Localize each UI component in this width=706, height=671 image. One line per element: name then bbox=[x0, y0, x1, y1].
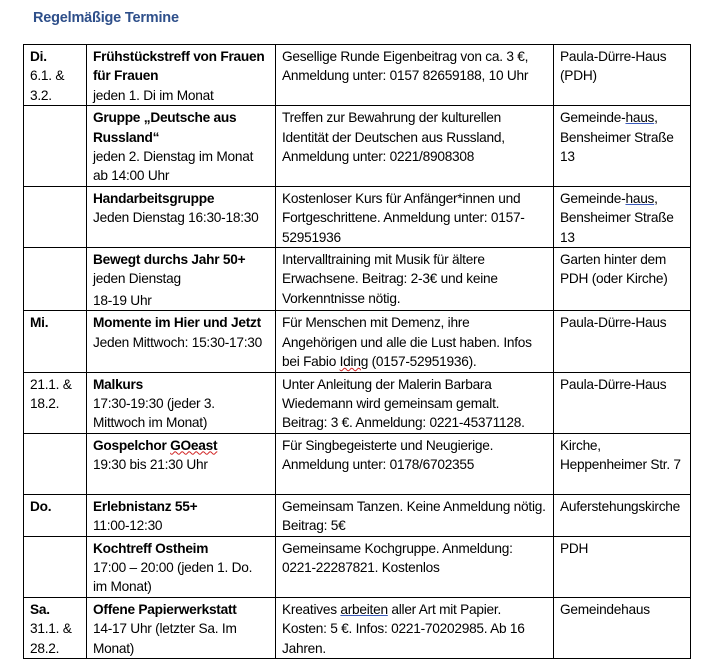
description-cell: Gesellige Runde Eigenbeitrag von ca. 3 €, Anmeldung unter: 0157 82659188, 10 Uhr bbox=[276, 45, 554, 106]
event-name: Frühstückstreff von Frauen für Frauen bbox=[93, 49, 265, 84]
event-name bbox=[93, 436, 269, 455]
day-label: Do. bbox=[30, 498, 52, 514]
date-line: 6.1. & bbox=[30, 68, 65, 84]
event-time: 14-17 Uhr (letzter Sa. Im Monat) bbox=[93, 621, 237, 656]
table-row bbox=[24, 494, 691, 536]
day-cell bbox=[24, 311, 87, 372]
event-name: Gruppe „Deutsche aus Russland“ bbox=[93, 110, 237, 145]
description-cell: Kostenloser Kurs für Anfänger*innen und Fortgeschrittene. Anmeldung unter: 0157-52951936 bbox=[276, 186, 554, 247]
event-name: Erlebnistanz 55+ bbox=[93, 498, 198, 514]
event-cell bbox=[87, 597, 276, 658]
location-cell bbox=[554, 106, 691, 187]
event-name: Momente im Hier und Jetzt bbox=[93, 315, 261, 331]
date-line: 21.1. & bbox=[30, 376, 72, 392]
day-cell bbox=[24, 248, 87, 311]
day-cell bbox=[24, 186, 87, 247]
location-cell: Gemeindehaus bbox=[554, 597, 691, 658]
table-row bbox=[24, 186, 691, 247]
day-cell bbox=[24, 106, 87, 187]
day-cell bbox=[24, 45, 87, 106]
table-row bbox=[24, 106, 691, 187]
table-row bbox=[24, 248, 691, 311]
event-time: 18-19 Uhr bbox=[93, 292, 152, 308]
day-cell bbox=[24, 494, 87, 536]
event-time: 17:30-19:30 (jeder 3. Mittwoch im Monat) bbox=[93, 395, 215, 431]
event-name: Bewegt durchs Jahr 50+ bbox=[93, 252, 246, 268]
day-cell bbox=[24, 536, 87, 597]
event-time: jeden 1. Di im Monat bbox=[93, 87, 214, 103]
event-time: 17:00 – 20:00 (jeden 1. Do. im Monat) bbox=[93, 559, 253, 595]
spelling-flagged-word: GOeast bbox=[170, 437, 218, 453]
grammar-flagged-word: arbeiten bbox=[340, 601, 388, 617]
table-row bbox=[24, 311, 691, 372]
event-time: 19:30 bis 21:30 Uhr bbox=[93, 457, 208, 473]
event-time: jeden 2. Dienstag im Monat ab 14:00 Uhr bbox=[93, 149, 254, 184]
description-text: Für Menschen mit Demenz, ihre Angehörigen und alle die Lust haben. Infos bei Fabio bbox=[282, 315, 532, 370]
event-cell bbox=[87, 186, 276, 247]
description-cell: Unter Anleitung der Malerin Barbara Wiedemann wird gemeinsam gemalt. Beitrag: 3 €. Anmeldung: 0221-45371128. bbox=[276, 372, 554, 433]
description-cell: Intervalltraining mit Musik für ältere Erwachsene. Beitrag: 2-3€ und keine Vorkenntnisse nötig. bbox=[276, 248, 554, 311]
event-time: Jeden Mittwoch: 15:30-17:30 bbox=[93, 334, 263, 350]
location-cell: Auferstehungskirche bbox=[554, 494, 691, 536]
day-label: Di. bbox=[30, 49, 47, 64]
table-row bbox=[24, 433, 691, 494]
event-time: Jeden Dienstag 16:30-18:30 bbox=[93, 210, 259, 226]
location-text: Gemeinde- bbox=[560, 190, 626, 206]
description-cell: Für Singbegeisterte und Neugierige. Anmeldung unter: 0178/6702355 bbox=[276, 433, 554, 494]
description-text: Kreatives bbox=[282, 601, 341, 617]
table-row bbox=[24, 372, 691, 433]
location-cell: Kirche, Heppenheimer Str. 7 bbox=[554, 433, 691, 494]
date-line: 31.1. & bbox=[30, 621, 72, 637]
event-cell bbox=[87, 311, 276, 372]
day-cell bbox=[24, 597, 87, 658]
grammar-flagged-word: haus bbox=[625, 190, 655, 206]
event-cell bbox=[87, 536, 276, 597]
location-cell bbox=[554, 186, 691, 247]
location-cell: Paula-Dürre-Haus bbox=[554, 372, 691, 433]
grammar-flagged-word: haus bbox=[625, 110, 655, 126]
event-cell bbox=[87, 248, 276, 311]
page-title: Regelmäßige Termine bbox=[33, 10, 179, 26]
event-time: 11:00-12:30 bbox=[93, 518, 163, 534]
event-name: Kochtreff Ostheim bbox=[93, 540, 209, 556]
spelling-flagged-word: Iding bbox=[339, 354, 369, 370]
table-row bbox=[24, 597, 691, 658]
description-cell: Gemeinsam Tanzen. Keine Anmeldung nötig. Beitrag: 5€ bbox=[276, 494, 554, 536]
date-line: 18.2. bbox=[30, 395, 60, 411]
location-cell: PDH bbox=[554, 536, 691, 597]
event-name: Malkurs bbox=[93, 376, 143, 392]
description-text: (0157-52951936). bbox=[368, 354, 477, 370]
description-text: aller Art mit Papier. Kosten: 5 €. Infos: 0221-70202985. Ab 16 Jahren. bbox=[282, 601, 525, 656]
event-cell bbox=[87, 106, 276, 187]
event-cell bbox=[87, 45, 276, 106]
event-name-text: Gospelchor bbox=[93, 437, 171, 453]
date-line: 3.2. bbox=[30, 87, 52, 103]
event-name: Handarbeitsgruppe bbox=[93, 190, 215, 206]
location-text: Gemeinde- bbox=[560, 110, 626, 126]
event-cell bbox=[87, 433, 276, 494]
event-time: jeden Dienstag bbox=[93, 271, 181, 287]
day-label: Mi. bbox=[30, 315, 49, 331]
event-cell bbox=[87, 494, 276, 536]
location-cell: Paula-Dürre-Haus (PDH) bbox=[554, 45, 691, 106]
description-cell bbox=[276, 311, 554, 372]
date-line: 28.2. bbox=[30, 640, 60, 656]
description-cell: Treffen zur Bewahrung der kulturellen Identität der Deutschen aus Russland, Anmeldung unter: 0221/8908308 bbox=[276, 106, 554, 187]
day-cell bbox=[24, 372, 87, 433]
event-cell bbox=[87, 372, 276, 433]
day-cell bbox=[24, 433, 87, 494]
event-name: Offene Papierwerkstatt bbox=[93, 601, 237, 617]
table-row bbox=[24, 45, 691, 106]
location-text: , Bensheimer Straße 13 bbox=[560, 190, 674, 245]
description-cell bbox=[276, 597, 554, 658]
description-cell: Gemeinsame Kochgruppe. Anmeldung: 0221-22287821. Kostenlos bbox=[276, 536, 554, 597]
location-cell: Paula-Dürre-Haus bbox=[554, 311, 691, 372]
location-cell: Garten hinter dem PDH (oder Kirche) bbox=[554, 248, 691, 311]
location-text: , Bensheimer Straße 13 bbox=[560, 110, 674, 165]
table-row bbox=[24, 536, 691, 597]
schedule-table bbox=[23, 44, 691, 659]
day-label: Sa. bbox=[30, 601, 50, 617]
